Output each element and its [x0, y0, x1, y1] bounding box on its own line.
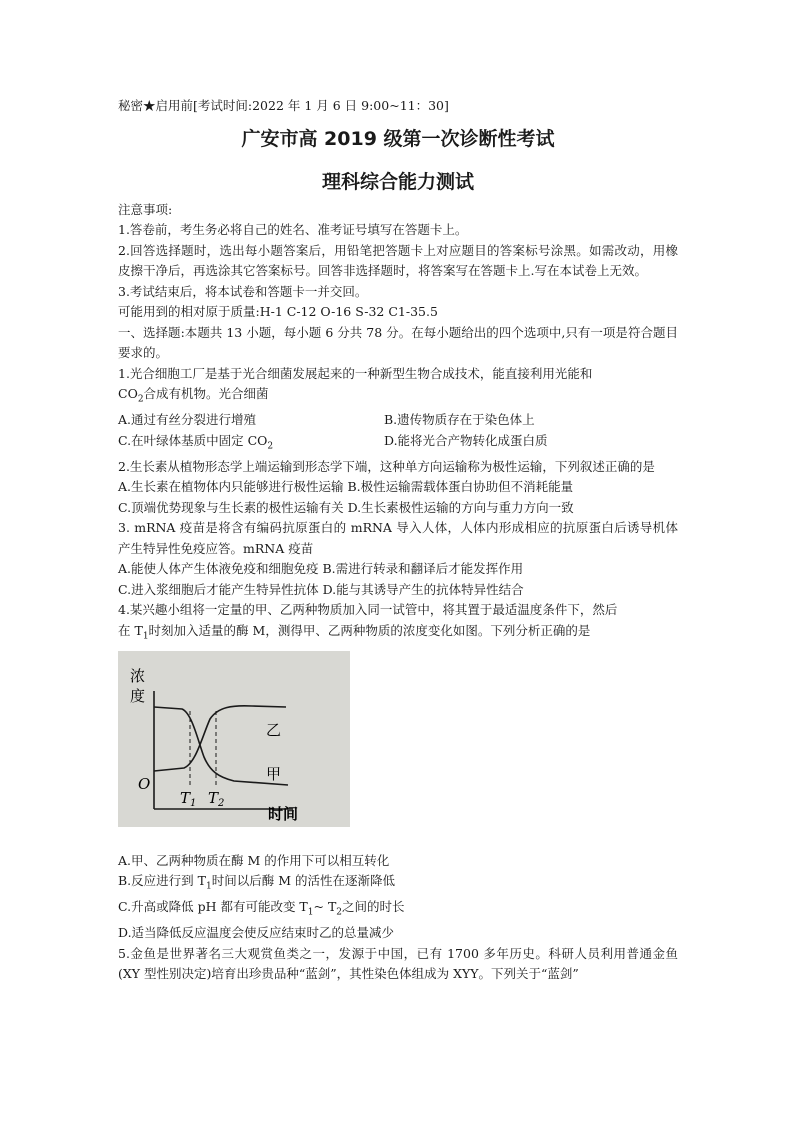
q4-option-b1: B.反应进行到 T: [118, 873, 206, 888]
q2-options-cd: C.顶端优势现象与生长素的极性运输有关 D.生长素极性运输的方向与重力方向一致: [118, 499, 574, 515]
q4-stem-a: 4.某兴趣小组将一定量的甲、乙两种物质加入同一试管中，将其置于最适温度条件下，然后: [118, 602, 618, 617]
q1-option-a: A.通过有丝分裂进行增殖: [118, 412, 257, 427]
atomic-masses: 可能用到的相对原于质量:H-1 C-12 O-16 S-32 C1-35.5: [118, 304, 438, 319]
y-label-top: 浓: [130, 666, 146, 685]
note-1: 1.答卷前，考生务必将自己的姓名、准考证号填写在答题卡上。: [118, 222, 468, 237]
t2-label: [208, 789, 224, 809]
x-axis-label: 时间: [268, 804, 299, 823]
q3-stem: 3. mRNA 疫苗是将含有编码抗原蛋白的 mRNA 导入人体，人体内形成相应的抗原蛋白后诱导机体产生特异性免疫应答。mRNA 疫苗: [118, 520, 678, 556]
q1-option-c-text: C.在叶绿体基质中固定 CO: [118, 432, 268, 448]
q3-options-cd: C.进入浆细胞后才能产生特异性抗体 D.能与其诱导产生的抗体特异性结合: [118, 581, 524, 597]
q1-option-d: D.能将光合产物转化成蛋白质: [384, 432, 548, 448]
q4-option-c-sub1: 1: [307, 907, 314, 918]
y-label-bottom: 度: [130, 686, 146, 705]
section-1-intro: 一、选择题:本题共 13 小题，每小题 6 分共 78 分。在每小题给出的四个选项中,只有一项是符合题目要求的。: [118, 324, 678, 360]
q1-options-cd: [118, 431, 678, 457]
q4-option-c-sub2: 2: [336, 907, 343, 918]
q4-option-c3: 之间的时长: [342, 899, 405, 914]
t1-label: [180, 789, 196, 809]
concentration-graph: [118, 651, 350, 827]
exam-title: 广安市高 2019 级第一次诊断性考试: [241, 127, 555, 150]
q2-options-ab: A.生长素在植物体内只能够进行极性运输 B.极性运输需载体蛋白协助但不消耗能量: [118, 479, 574, 494]
q4-stem-b1: 在 T: [118, 622, 143, 638]
note-2: 2.回答选择题时，选出每小题答案后，用铅笔把答题卡上对应题目的答案标号涂黑。如需改动，用橡皮擦干净后，再选涂其它答案标号。回答非选择题时，将答案写在答题卡上.写在本试卷上无效。: [118, 242, 678, 278]
q4-stem-b: [118, 621, 678, 647]
q4-option-b2: 时间以后酶 M 的活性在逐渐降低: [211, 873, 395, 888]
origin-label: O: [138, 774, 151, 793]
q1-option-b: B.遗传物质存在于染色体上: [384, 412, 535, 427]
t2-sub: 2: [218, 797, 225, 809]
exam-page: [118, 96, 678, 985]
secret-line: 秘密★启用前[考试时间:2022 年 1 月 6 日 9:00~11：30]: [118, 98, 449, 113]
q4-stem-b2: 时刻加入适量的酶 M，测得甲、乙两种物质的浓度变化如图。下列分析正确的是: [148, 622, 591, 638]
q4-stem-b-sub: 1: [142, 631, 149, 641]
q1-options-ab: [118, 410, 678, 431]
q1-co2-sub: 2: [137, 394, 144, 405]
q1-stem-b-text: 合成有机物。光合细菌: [143, 386, 269, 401]
note-3: 3.考试结束后，将本试卷和答题卡一并交回。: [118, 283, 368, 299]
q1-option-c-sub: 2: [267, 441, 274, 451]
q2-stem: 2.生长素从植物形态学上端运输到形态学下端，这种单方向运输称为极性运输，下列叙述正确的是: [118, 458, 655, 474]
t1-sub: 1: [190, 797, 197, 809]
q1-option-c: [118, 431, 384, 457]
q4-option-d: D.适当降低反应温度会使反应结束时乙的总量减少: [118, 925, 395, 940]
notes-heading: 注意事项:: [118, 201, 173, 217]
q4-option-a: A.甲、乙两种物质在酶 M 的作用下可以相互转化: [118, 852, 390, 868]
curve-jia-label: 甲: [266, 764, 282, 783]
q4-option-c: [118, 897, 678, 923]
q4-option-b-sub: 1: [205, 881, 212, 892]
t2-letter: T: [208, 788, 219, 807]
q4-option-c2: ~ T: [313, 899, 337, 914]
q3-options-ab: A.能使人体产生体液免疫和细胞免疫 B.需进行转录和翻译后才能发挥作用: [118, 561, 524, 576]
q4-option-c1: C.升高或降低 pH 都有可能改变 T: [118, 899, 308, 914]
q5-stem: 5.金鱼是世界著名三大观赏鱼类之一，发源于中国，已有 1700 多年历史。科研人员利用普通金鱼(XY 型性别决定)培育出珍贵品种“蓝剑”，其性染色体组成为 XYY。下列关于“蓝剑”: [118, 945, 678, 981]
q1-stem-a: 1.光合细胞工厂是基于光合细菌发展起来的一种新型生物合成技术，能直接利用光能和: [118, 365, 593, 381]
exam-subtitle: 理科综合能力测试: [321, 170, 474, 193]
curve-yi-label: 乙: [266, 720, 282, 739]
q1-stem-b: [118, 384, 678, 410]
concentration-figure: [118, 651, 350, 827]
q4-option-b: [118, 871, 678, 897]
q1-co2: CO: [118, 386, 138, 401]
t1-letter: T: [180, 788, 191, 807]
